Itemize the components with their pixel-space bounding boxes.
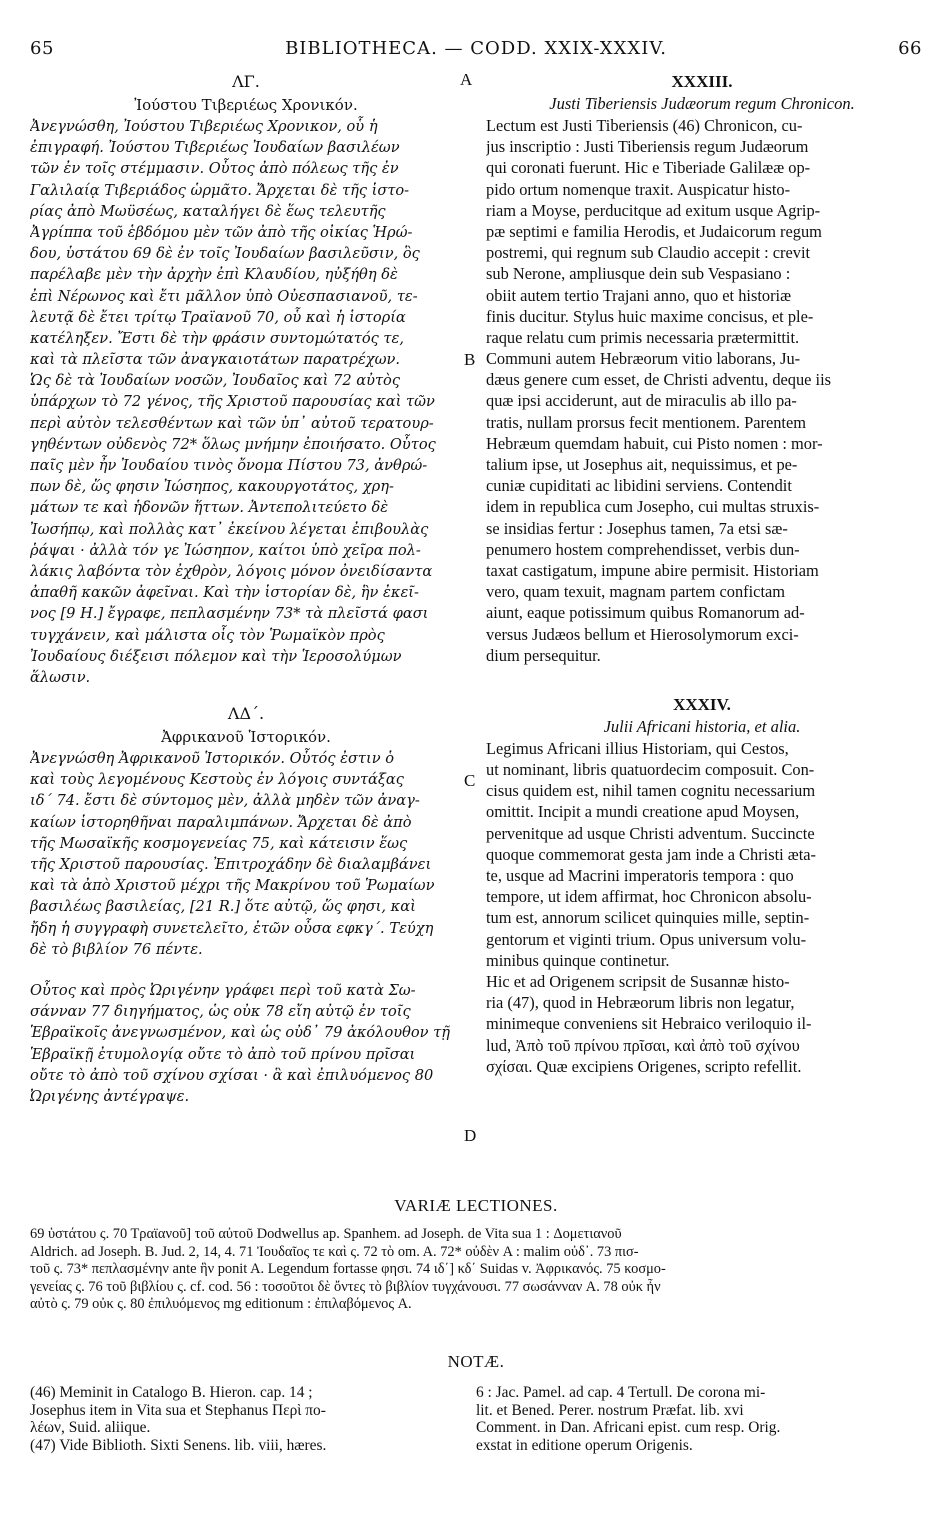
- note-line: (47) Vide Biblioth. Sixti Senens. lib. viii, hæres.: [30, 1436, 327, 1454]
- latin-text-line: quoque commemorat gesta jam inde a Christi æta-: [486, 844, 817, 864]
- latin-text-line: quæ ipsi acciderunt, aut de miraculis ab illo pa-: [486, 391, 797, 411]
- greek-text-34: [30, 748, 462, 960]
- latin-text-line: cisus quidem est, nihil tamen cognitu necessarium: [486, 781, 816, 801]
- greek-text-line: καὶ τὰ πλεῖστα τῶν ἀναγκαιοτάτων παρατρέχων.: [30, 351, 401, 369]
- greek-text-origen: [30, 980, 462, 1107]
- note-line: (46) Meminit in Catalogo B. Hieron. cap. 14 ;: [30, 1384, 313, 1401]
- greek-text-line: Ἀνεγνώσθη, Ἰούστου Τιβεριέως Χρονικον, οὗ ἡ: [30, 118, 378, 135]
- latin-text-line: Legimus Africani illius Historiam, qui Cestos,: [486, 738, 789, 758]
- latin-text-33: [486, 115, 918, 666]
- latin-text-34: [486, 738, 918, 1077]
- latin-section-title-34: Julii Africani historia, et alia.: [603, 716, 801, 736]
- latin-text-line: idem in republica cum Josepho, cui multas struxis-: [486, 497, 820, 517]
- greek-text-line: καίων ἱστορηθῆναι παραλιμπάνων. Ἄρχεται δὲ ἀπὸ: [30, 813, 412, 831]
- greek-section-number-34: ΛΔ΄.: [227, 704, 265, 724]
- latin-text-line: taxat castigatum, impune abire permisit. Historiam: [486, 560, 819, 580]
- latin-text-line: riam a Moyse, perducitque ad exitum usque Agrip-: [486, 200, 821, 220]
- latin-text-line: tempore, ut idem affirmat, hoc Chronicon absolu-: [486, 887, 812, 907]
- variant-line: Aldrich. ad Joseph. B. Jud. 2, 14, 4. 71 Ἰουδαῖος τε καὶ ς. 72 τὸ om. A. 72* οὐδὲν A : malim οὐδ᾽. 73 πισ-: [30, 1243, 639, 1260]
- note-line: 6 : Jac. Pamel. ad cap. 4 Tertull. De corona mi-: [476, 1384, 766, 1401]
- latin-text-line: Lectum est Justi Tiberiensis (46) Chronicon, cu-: [486, 116, 803, 135]
- margin-letter-a: A: [460, 70, 473, 89]
- latin-text-line: minibus quinque continetur.: [486, 950, 670, 970]
- greek-text-line: πων δὲ, ὥς φησιν Ἰώσηπος, κακουργοτάτος, χρη-: [30, 478, 394, 496]
- variae-lectiones-apparatus: [30, 1226, 920, 1314]
- latin-text-line: ria (47), quod in Hebræorum libris non legatur,: [486, 993, 795, 1013]
- latin-text-line: pervenitque ad usque Christi adventum. Succincte: [486, 823, 815, 843]
- greek-text-line: καὶ τοὺς λεγομένους Κεστοὺς ἐν λόγοις συντάξας: [30, 771, 404, 789]
- latin-text-line: gentorum et viginti trium. Opus universum volu-: [486, 929, 807, 949]
- greek-text-line: λάκις λαβόντα τὸν ἐχθρὸν, λόγοις μόνον ὀνειδίσαντα: [30, 562, 433, 580]
- greek-text-line: ἤδη ἡ συγγραφὴ συνετελεῖτο, ἐτῶν οὖσα εφκγ΄. Τεύχη: [30, 919, 434, 937]
- greek-text-line: Ἑβραϊκῇ ἐτυμολογίᾳ οὔτε τὸ ἀπὸ τοῦ πρίνου πρῖσαι: [30, 1045, 416, 1063]
- greek-text-line: τῆς Μωσαϊκῆς κοσμογενείας 75, καὶ κάτεισιν ἕως: [30, 834, 408, 852]
- latin-text-line: se insidias fertur : Josephus tamen, 7a etsi sæ-: [486, 518, 788, 538]
- greek-text-line: ἀπαθῆ κακῶν ἀφεῖναι. Καὶ τὴν ἱστορίαν δὲ, ἣν ἐκεῖ-: [30, 584, 419, 602]
- greek-section-title-34: Ἀφρικανοῦ Ἱστορικόν.: [161, 728, 331, 747]
- greek-text-line: βασιλέως βασιλείας, [21 R.] ὅτε αὐτῷ, ὥς φησι, καὶ: [30, 898, 416, 916]
- latin-text-line: tratis, nullam prorsus fecit mentionem. Parentem: [486, 412, 806, 432]
- note-line: Josephus item in Vita sua et Stephanus Περὶ πο-: [30, 1401, 326, 1419]
- greek-text-line: δὲ τὸ βιβλίον 76 πέντε.: [30, 940, 203, 958]
- greek-text-line: ἅλωσιν.: [30, 668, 91, 686]
- note-line: lit. et Bened. Perer. nostrum Præfat. lib. xvi: [476, 1401, 744, 1419]
- latin-text-line: dæus genere cum esset, de Christi adventu, deque iis: [486, 370, 832, 390]
- greek-text-33: [30, 116, 462, 688]
- latin-column: [486, 70, 918, 1077]
- greek-text-line: τῆς Χριστοῦ παρουσίας. Ἐπιτροχάδην δὲ διαλαμβάνει: [30, 856, 432, 873]
- greek-text-line: καὶ τὰ ἀπὸ Χριστοῦ μέχρι τῆς Μακρίνου τοῦ Ῥωμαίων: [30, 877, 435, 895]
- greek-text-line: ιδ΄ 74. ἔστι δὲ σύντομος μὲν, ἀλλὰ μηδὲν τῶν ἀναγ-: [30, 792, 420, 810]
- latin-text-line: vero, quam texuit, magnam partem confictam: [486, 582, 786, 602]
- greek-text-line: ρίας ἀπὸ Μωϋσέως, καταλήγει δὲ ἕως τελευτῆς: [30, 202, 386, 220]
- greek-text-line: περὶ αὐτὸν τελεσθέντων καὶ τῶν ὑπ᾽ αὐτοῦ τερατουρ-: [30, 414, 434, 432]
- latin-text-line: te, usque ad Macrini imperatoris tempora : quo: [486, 866, 794, 885]
- notae-heading: NOTÆ.: [447, 1352, 505, 1371]
- latin-text-line: versus Judæos bellum et Hierosolymorum exci-: [486, 624, 799, 644]
- latin-section-number-33: XXXIII.: [671, 72, 733, 91]
- latin-text-line: qui coronati fuerunt. Hic e Tiberiade Galilææ op-: [486, 158, 811, 178]
- margin-letter-c: C: [464, 771, 476, 790]
- greek-text-line: κατέληξεν. Ἔστι δὲ τὴν φράσιν συντομώτατός τε,: [30, 329, 404, 347]
- latin-text-line: lud, Ἀπὸ τοῦ πρίνου πρῖσαι, καὶ ἀπὸ τοῦ σχίνου: [486, 1035, 800, 1055]
- right-page-number: 66: [898, 37, 922, 59]
- latin-text-line: aiunt, eaque potissimum quibus Romanorum ad-: [486, 603, 805, 623]
- variant-line: αὐτὸ ς. 79 οὐκ ς. 80 ἐπιλυόμενος mg editionum : ἐπιλαβόμενος A.: [30, 1296, 412, 1313]
- note-line: exstat in editione operum Origenis.: [476, 1436, 693, 1454]
- greek-text-line: Ἀνεγνώσθη Ἀφρικανοῦ Ἱστορικόν. Οὗτός ἐστιν ὁ: [30, 750, 395, 768]
- latin-text-line: σχίσαι. Quæ excipiens Origenes, scripto refellit.: [486, 1056, 802, 1076]
- greek-text-line: Ἰουδαίους διέξεισι πόλεμον καὶ τὴν Ἱεροσολύμων: [30, 647, 402, 665]
- greek-text-line: Ὠριγένης ἀντέγραψε.: [30, 1087, 190, 1105]
- latin-text-line: raque relatu cum primis necessaria prætermittit.: [486, 327, 800, 347]
- greek-text-line: τῶν ἐν τοῖς στέμμασιν. Οὗτος ἀπὸ πόλεως τῆς ἐν: [30, 160, 399, 178]
- greek-text-line: λευτᾷ δὲ ἔτει τρίτῳ Τραϊανοῦ 70, οὗ καὶ ἡ ἱστορία: [30, 308, 406, 326]
- greek-text-line: Ἰωσήπῳ, καὶ πολλὰς κατ᾽ ἐκείνου λέγεται ἐπιβουλὰς: [30, 520, 429, 538]
- latin-text-line: pido ortum nomenque traxit. Auspicatur histo-: [486, 179, 791, 199]
- greek-text-line: Γαλιλαίᾳ Τιβεριάδος ὡρμᾶτο. Ἄρχεται δὲ τῆς ἱστο-: [30, 181, 410, 199]
- running-title: BIBLIOTHECA. — CODD. XXIX-XXXIV.: [285, 37, 667, 59]
- latin-section-number-34: XXXIV.: [673, 694, 731, 714]
- running-header: [30, 36, 922, 60]
- variae-lectiones-heading: VARIÆ LECTIONES.: [394, 1196, 558, 1215]
- latin-text-line: tum est, annorum scilicet quinquies mille, septin-: [486, 908, 810, 928]
- latin-text-line: jus inscriptio : Justi Tiberiensis regum Judæorum: [486, 137, 809, 157]
- greek-text-line: ἐπιγραφή. Ἰούστου Τιβεριέως Ἰουδαίων βασιλέων: [30, 139, 400, 157]
- greek-text-line: Ἑβραϊκοῖς ἀνεγνωσμένον, καὶ ὡς οὐδ᾽ 79 ἀκόλουθον τῇ: [30, 1024, 451, 1042]
- greek-text-line: παῖς μὲν ἦν Ἰουδαίου τινὸς ὄνομα Πίστου 73, ἀνθρώ-: [30, 457, 428, 474]
- greek-text-line: Οὗτος καὶ πρὸς Ὠριγένην γράφει περὶ τοῦ κατὰ Σω-: [30, 981, 416, 999]
- greek-text-line: ῥάψαι · ἀλλὰ τόν γε Ἰώσηπον, καίτοι ὑπὸ χεῖρα πολ-: [30, 541, 421, 559]
- latin-text-line: postremi, qui regnum sub Claudio accepit : crevit: [486, 243, 811, 263]
- greek-text-line: μάτων τε καὶ ἡδονῶν ἥττων. Ἀντεπολιτεύετο δὲ: [30, 499, 389, 517]
- greek-text-line: Ὡς δὲ τὰ Ἰουδαίων νοσῶν, Ἰουδαῖος καὶ 72 αὐτὸς: [30, 372, 401, 390]
- greek-text-line: γηθέντων οὐδενὸς 72* ὅλως μνήμην ἐποιήσατο. Οὗτος: [30, 435, 436, 453]
- left-page-number: 65: [30, 37, 54, 59]
- variant-line: γενείας ς. 76 τοῦ βιβλίου ς. cf. cod. 56 : τοσοῦτοι δὲ ὄντες τὸ βιβλίον τυγχάνουσι. 77 σωσάνναν A. 78 οὐκ ἦν: [30, 1278, 661, 1295]
- greek-section-title-33: Ἰούστου Τιβεριέως Χρονικόν.: [134, 96, 358, 114]
- latin-text-line: dium persequitur.: [486, 645, 601, 665]
- greek-text-line: τυγχάνειν, καὶ μάλιστα οἷς τὸν Ῥωμαϊκὸν πρὸς: [30, 626, 385, 644]
- latin-text-line: talium ipse, ut Josephus ait, nequissimus, et pe-: [486, 455, 798, 474]
- greek-text-line: δου, ὑστάτου 69 δὲ ἐν τοῖς Ἰουδαίων βασιλεῦσιν, ὃς: [30, 245, 420, 263]
- latin-text-line: cuniæ cupiditati ac libidini serviens. Contendit: [486, 476, 792, 496]
- notes-left-column: [30, 1384, 455, 1454]
- latin-text-line: pæ septimi e familia Herodis, et Judaicorum regum: [486, 221, 822, 241]
- margin-letter-b: B: [464, 350, 476, 369]
- note-line: Comment. in Dan. Africani epist. cum resp. Orig.: [476, 1419, 781, 1437]
- greek-text-line: ὑπάρχων τὸ 72 γένος, τῆς Χριστοῦ παρουσίας καὶ τῶν: [30, 393, 435, 411]
- latin-text-line: finis ducitur. Stylus huic maxime concisus, et ple-: [486, 306, 814, 326]
- margin-letter-d: D: [464, 1126, 477, 1145]
- latin-text-line: penumero hostem comprehendisset, verbis dun-: [486, 539, 800, 559]
- latin-text-line: ut nominant, libris quatuordecim composuit. Con-: [486, 760, 815, 780]
- greek-text-line: Ἀγρίππα τοῦ ἑβδόμου μὲν τῶν ἀπὸ τῆς οἰκίας Ἡρώ-: [30, 223, 413, 241]
- greek-column: [30, 70, 462, 1107]
- greek-text-line: ἐπὶ Νέρωνος καὶ ἔτι μᾶλλον ὑπὸ Οὐεσπασιανοῦ, τε-: [30, 287, 418, 305]
- variant-line: 69 ὑστάτου ς. 70 Τραϊανοῦ] τοῦ αὐτοῦ Dodwellus ap. Spanhem. ad Joseph. de Vita sua 1 : Δομετιανοῦ: [30, 1226, 622, 1242]
- latin-text-line: minimeque conveniens sit Hebraico veriloquio il-: [486, 1014, 812, 1034]
- notes-right-column: [476, 1384, 920, 1454]
- latin-text-line: obiit autem tertio Trajani anno, quo et historiæ: [486, 285, 792, 305]
- latin-text-line: omittit. Incipit a mundi creatione apud Moysen,: [486, 802, 800, 822]
- latin-section-title-33: Justi Tiberiensis Judæorum regum Chronicon.: [549, 94, 855, 113]
- latin-text-line: Hebræum quemdam habuit, cui Pisto nomen : mor-: [486, 433, 823, 453]
- greek-section-number-33: ΛΓ.: [232, 72, 260, 91]
- greek-text-line: οὔτε τὸ ἀπὸ τοῦ σχίνου σχίσαι · ἃ καὶ ἐπιλυόμενος 80: [30, 1066, 434, 1084]
- greek-text-line: νος [9 H.] ἔγραφε, πεπλασμένην 73* τὰ πλεῖστά φασι: [30, 605, 429, 623]
- greek-text-line: σάνναν 77 διηγήματος, ὡς οὐκ 78 εἴη αὐτῷ ἐν τοῖς: [30, 1003, 411, 1021]
- note-line: λέων, Suid. aliique.: [30, 1419, 151, 1437]
- latin-text-line: Communi autem Hebræorum vitio laborans, Ju-: [486, 349, 801, 369]
- variant-line: τοῦ ς. 73* πεπλασμένην ante ἣν ponit A. Legendum fortasse φησι. 74 ιδ΄] κδ΄ Suidas v. Ἀφρικανός. 75 κοσμο-: [30, 1261, 666, 1278]
- greek-text-line: παρέλαβε μὲν τὴν ἀρχὴν ἐπὶ Κλαυδίου, ηὐξήθη δὲ: [30, 266, 398, 284]
- latin-text-line: sub Nerone, ampliusque dein sub Vespasiano :: [486, 264, 791, 284]
- latin-text-line: Hic et ad Origenem scripsit de Susannæ histo-: [486, 971, 790, 991]
